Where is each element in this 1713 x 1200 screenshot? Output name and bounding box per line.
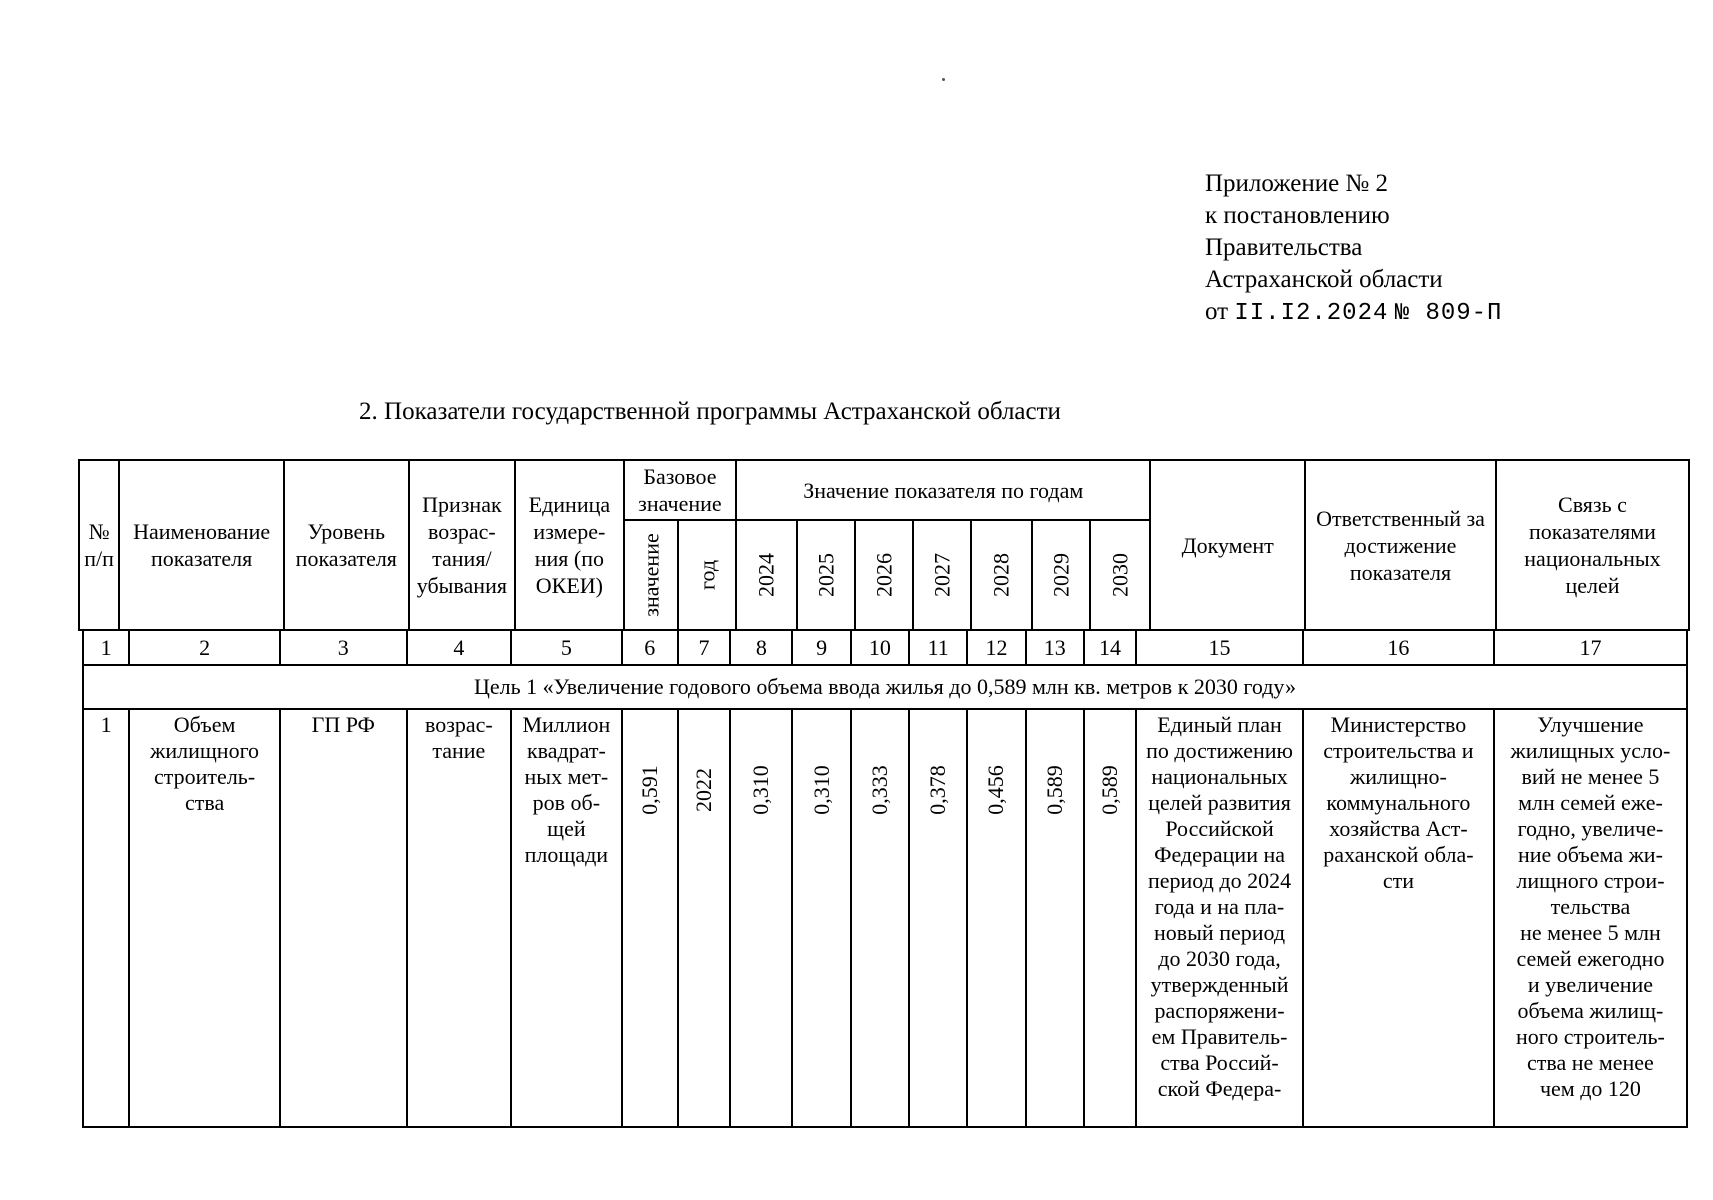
indicator-link: Улучшение жилищных усло- вий не менее 5 млн семей еже- годно, увеличе- ние объема жи- лищного строи- тельства не менее 5 млн семей ежегодно и увеличение объема жилищ- ного строитель- ства не менее чем до 120 <box>1494 709 1687 1127</box>
year-value: 0,310 <box>748 765 774 815</box>
appendix-line-1: Приложение № 2 <box>1205 170 1389 197</box>
header-year-text: 2026 <box>871 553 897 597</box>
header-year-text: 2027 <box>929 553 955 597</box>
appendix-block <box>1205 168 1502 330</box>
year-value-cell <box>730 709 792 1127</box>
column-number: 15 <box>1136 630 1303 665</box>
year-value: 0,589 <box>1097 765 1122 815</box>
header-level: Уровень показателя <box>284 460 409 630</box>
column-number: 4 <box>407 630 512 665</box>
year-value: 0,378 <box>925 765 951 815</box>
year-value: 0,456 <box>983 765 1009 815</box>
page-title: 2. Показатели государственной программы Астраханской области <box>359 398 1061 425</box>
column-number: 16 <box>1303 630 1494 665</box>
appendix-date: II.I2.2024 <box>1234 300 1389 327</box>
header-link: Связь с показателями национальных целей <box>1496 460 1689 630</box>
appendix-line-3: Правительства <box>1205 234 1363 261</box>
base-value: 0,591 <box>636 765 662 815</box>
header-year <box>855 520 913 630</box>
indicator-document: Единый план по достижению национальных целей развития Российской Федерации на период до 2024 года и на пла- новый период до 2030 года, утвержденный распоряжени- ем Правитель- ства Россий- ской Федера- <box>1136 709 1303 1127</box>
column-number: 11 <box>909 630 967 665</box>
header-unit: Единица измере-ния (по ОКЕИ) <box>515 460 624 630</box>
goal-row <box>83 665 1687 709</box>
base-year-cell <box>678 709 730 1127</box>
column-number: 5 <box>511 630 622 665</box>
table-row <box>83 709 1687 1127</box>
indicators-table-body <box>82 629 1688 1128</box>
header-year <box>797 520 855 630</box>
base-year: 2022 <box>691 768 717 812</box>
year-value: 0,333 <box>866 765 892 815</box>
appendix-date-line <box>1205 296 1502 330</box>
header-base-year <box>678 520 736 630</box>
appendix-date-prefix: от <box>1205 298 1229 325</box>
column-number: 2 <box>129 630 280 665</box>
header-base-year-text: год <box>694 559 720 591</box>
scan-speck <box>942 78 945 81</box>
row-number: 1 <box>83 709 129 1127</box>
year-value-cell <box>851 709 909 1127</box>
year-value-cell <box>1026 709 1084 1127</box>
column-number: 1 <box>83 630 129 665</box>
indicator-sign: возрас- тание <box>407 709 512 1127</box>
header-base-value-text: значение <box>638 533 664 617</box>
header-name: Наименование показателя <box>119 460 284 630</box>
header-document: Документ <box>1150 460 1305 630</box>
header-year-text: 2030 <box>1107 553 1133 597</box>
appendix-line-4: Астраханской области <box>1205 266 1443 293</box>
header-base-value <box>624 520 678 630</box>
column-number: 12 <box>967 630 1025 665</box>
column-number: 3 <box>280 630 407 665</box>
column-number: 8 <box>730 630 792 665</box>
year-value-cell <box>1084 709 1136 1127</box>
column-number: 10 <box>851 630 909 665</box>
appendix-number: № 809-П <box>1394 300 1503 327</box>
year-value: 0,310 <box>808 765 834 815</box>
column-number: 7 <box>678 630 730 665</box>
column-number: 17 <box>1494 630 1687 665</box>
header-base: Базовое значение <box>624 460 737 520</box>
header-year-text: 2029 <box>1048 553 1074 597</box>
header-responsible: Ответственный за достижение показателя <box>1305 460 1496 630</box>
header-by-years: Значение показателя по годам <box>736 460 1150 520</box>
indicators-table-header <box>78 459 1690 631</box>
year-value-cell <box>792 709 850 1127</box>
column-number: 6 <box>622 630 678 665</box>
header-year-text: 2025 <box>813 553 839 597</box>
year-value: 0,589 <box>1041 765 1067 815</box>
appendix-line-2: к постановлению <box>1205 202 1390 229</box>
header-no: № п/п <box>79 460 119 630</box>
year-value-cell <box>967 709 1025 1127</box>
header-year <box>913 520 971 630</box>
header-year <box>971 520 1031 630</box>
header-year <box>1090 520 1150 630</box>
header-sign: Признак возрас-тания/убывания <box>409 460 516 630</box>
year-value-cell <box>909 709 967 1127</box>
base-value-cell <box>622 709 678 1127</box>
header-year-text: 2028 <box>988 553 1014 597</box>
indicator-unit: Миллион квадрат- ных мет- ров об- щей площади <box>511 709 622 1127</box>
header-year <box>1032 520 1090 630</box>
header-year-text: 2024 <box>753 553 779 597</box>
goal-title: Цель 1 «Увеличение годового объема ввода жилья до 0,589 млн кв. метров к 2030 году» <box>83 665 1687 709</box>
column-number: 14 <box>1084 630 1136 665</box>
column-number: 13 <box>1026 630 1084 665</box>
column-number: 9 <box>792 630 850 665</box>
indicator-responsible: Министерство строительства и жилищно- коммунального хозяйства Аст- раханской обла- сти <box>1303 709 1494 1127</box>
indicator-name: Объем жилищного строитель- ства <box>129 709 280 1127</box>
indicator-level: ГП РФ <box>280 709 407 1127</box>
column-numbers-row <box>83 630 1687 665</box>
header-year <box>736 520 796 630</box>
